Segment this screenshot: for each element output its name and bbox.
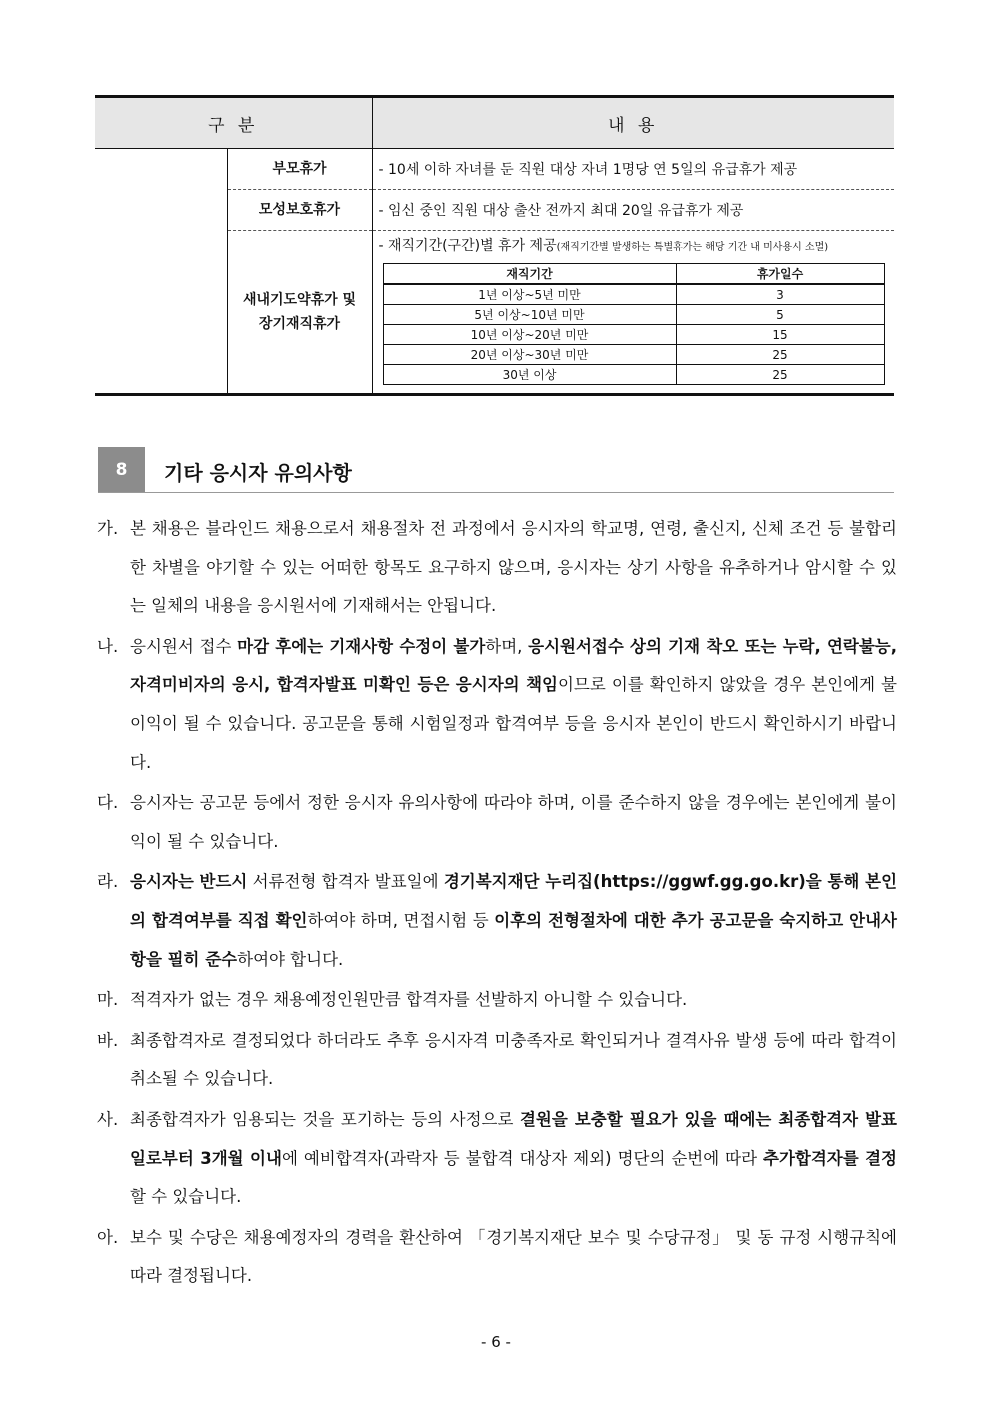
row-content: - 10세 이하 자녀를 둔 직원 대상 자녀 1명당 연 5일의 유급휴가 제공 <box>372 149 894 190</box>
tenure-days: 25 <box>676 365 884 385</box>
note-text: 최종합격자로 결정되었다 하더라도 추후 응시자격 미충족자로 확인되거나 결격사유 발생 등에 따라 합격이 취소될 수 있습니다. <box>130 1030 897 1089</box>
note-text: 서류전형 합격자 발표일에 <box>247 872 444 892</box>
note-item <box>97 863 897 979</box>
tenure-period: 5년 이상~10년 미만 <box>383 305 676 325</box>
note-text: 최종합격자가 임용되는 것을 포기하는 등의 사정으로 <box>130 1109 520 1129</box>
note-marker: 가. <box>97 519 119 538</box>
tenure-days: 3 <box>676 284 884 305</box>
note-item <box>97 628 897 782</box>
tenure-row <box>383 325 884 345</box>
tenure-period: 30년 이상 <box>383 365 676 385</box>
note-emphasis: 결원을 보충할 필요가 있을 때에는 최종합격자 발표일로부터 3개월 이내 <box>130 1109 897 1168</box>
tenure-header-period: 재직기간 <box>383 264 676 285</box>
tenure-period: 20년 이상~30년 미만 <box>383 345 676 365</box>
tenure-table <box>383 263 885 385</box>
row-name-line: 장기재직휴가 <box>258 316 341 332</box>
note-item <box>97 1219 897 1296</box>
tenure-row <box>383 365 884 385</box>
note-item <box>97 784 897 861</box>
note-text: 이므로 이를 확인하지 않았을 경우 본인에게 불이익이 될 수 있습니다. 공고문을 통해 시험일정과 합격여부 등을 응시자 본인이 반드시 확인하시기 바랍니다. <box>130 675 897 772</box>
tenure-days: 25 <box>676 345 884 365</box>
section-number: 8 <box>98 447 145 492</box>
note-item <box>97 1022 897 1099</box>
tenure-row <box>383 305 884 325</box>
tenure-days: 15 <box>676 325 884 345</box>
note-text: 에 예비합격자(과락자 등 불합격 대상자 제외) 명단의 순번에 따라 <box>281 1148 764 1168</box>
note-marker: 바. <box>97 1030 119 1050</box>
row-content <box>372 231 894 395</box>
note-text: 할 수 있습니다. <box>130 1187 242 1207</box>
note-emphasis: 경기복지재단 누리집(https://ggwf.gg.go.kr)을 통해 본인의 합격여부를 직접 확인 <box>130 872 898 930</box>
tenure-period: 1년 이상~5년 미만 <box>383 284 676 305</box>
note-marker: 사. <box>97 1109 119 1129</box>
note-text: 하여야 하며, 면접시험 등 <box>307 910 495 930</box>
header-category: 구 분 <box>95 97 372 149</box>
page-number: - 6 - <box>481 1333 511 1351</box>
note-marker: 나. <box>97 636 119 656</box>
tenure-header-days: 휴가일수 <box>676 264 884 285</box>
tenure-intro-note: (재직기간별 발생하는 특별휴가는 해당 기간 내 미사용시 소멸) <box>556 242 829 253</box>
note-emphasis: 응시원서접수 상의 기재 착오 또는 누락, 연락불능, 자격미비자의 응시, 합격자발표 미확인 등은 응시자의 책임 <box>130 636 897 695</box>
tenure-intro <box>379 235 895 255</box>
table-row <box>95 149 894 190</box>
section-title: 기타 응시자 유의사항 <box>164 461 352 485</box>
row-name-line: 새내기도약휴가 및 <box>242 292 357 308</box>
row-name: 모성보호휴가 <box>227 190 372 231</box>
note-item <box>97 1101 897 1217</box>
note-emphasis: 응시자는 반드시 <box>130 872 248 892</box>
note-text: 보수 및 수당은 채용예정자의 경력을 환산하여 「경기복지재단 보수 및 수당규정」 및 동 규정 시행규칙에 따라 결정됩니다. <box>130 1227 897 1286</box>
note-marker: 마. <box>97 990 119 1010</box>
note-text: 하여야 합니다. <box>237 949 344 969</box>
note-marker: 라. <box>97 872 119 892</box>
row-content: - 임신 중인 직원 대상 출산 전까지 최대 20일 유급휴가 제공 <box>372 190 894 231</box>
note-text: 적격자가 없는 경우 채용예정인원만큼 합격자를 선발하지 아니할 수 있습니다. <box>130 990 688 1010</box>
tenure-intro-text: - 재직기간(구간)별 휴가 제공 <box>378 238 557 254</box>
tenure-days: 5 <box>676 305 884 325</box>
header-content: 내 용 <box>372 97 894 149</box>
note-text: 하며, <box>485 636 529 656</box>
note-marker: 아. <box>97 1227 119 1247</box>
notes-list <box>97 510 897 1298</box>
leave-table <box>95 95 894 396</box>
note-item <box>97 510 897 626</box>
section-header <box>98 447 894 493</box>
tenure-row <box>383 345 884 365</box>
row-name: 부모휴가 <box>227 149 372 190</box>
tenure-row <box>383 284 884 305</box>
note-emphasis: 마감 후에는 기재사항 수정이 불가 <box>237 636 486 656</box>
row-name <box>227 231 372 395</box>
tenure-period: 10년 이상~20년 미만 <box>383 325 676 345</box>
note-text: 응시자는 공고문 등에서 정한 응시자 유의사항에 따라야 하며, 이를 준수하지 않을 경우에는 본인에게 불이익이 될 수 있습니다. <box>130 793 897 851</box>
empty-category-cell <box>95 149 227 395</box>
note-emphasis: 이후의 전형절차에 대한 추가 공고문을 숙지하고 안내사항을 필히 준수 <box>130 910 897 969</box>
note-text: 본 채용은 블라인드 채용으로서 채용절차 전 과정에서 응시자의 학교명, 연령, 출신지, 신체 조건 등 불합리한 차별을 야기할 수 있는 어떠한 항목도 요구하지 않으며, 응시자는 상기 사항을 유추하거나 암시할 수 있는 일체의 내용을 응시원서에 기재해서는 안됩니다. <box>130 519 897 616</box>
note-item <box>97 981 897 1020</box>
section-divider <box>98 492 894 493</box>
note-text: 응시원서 접수 <box>130 636 238 656</box>
note-emphasis: 추가합격자를 결정 <box>763 1148 898 1168</box>
note-marker: 다. <box>97 793 119 813</box>
